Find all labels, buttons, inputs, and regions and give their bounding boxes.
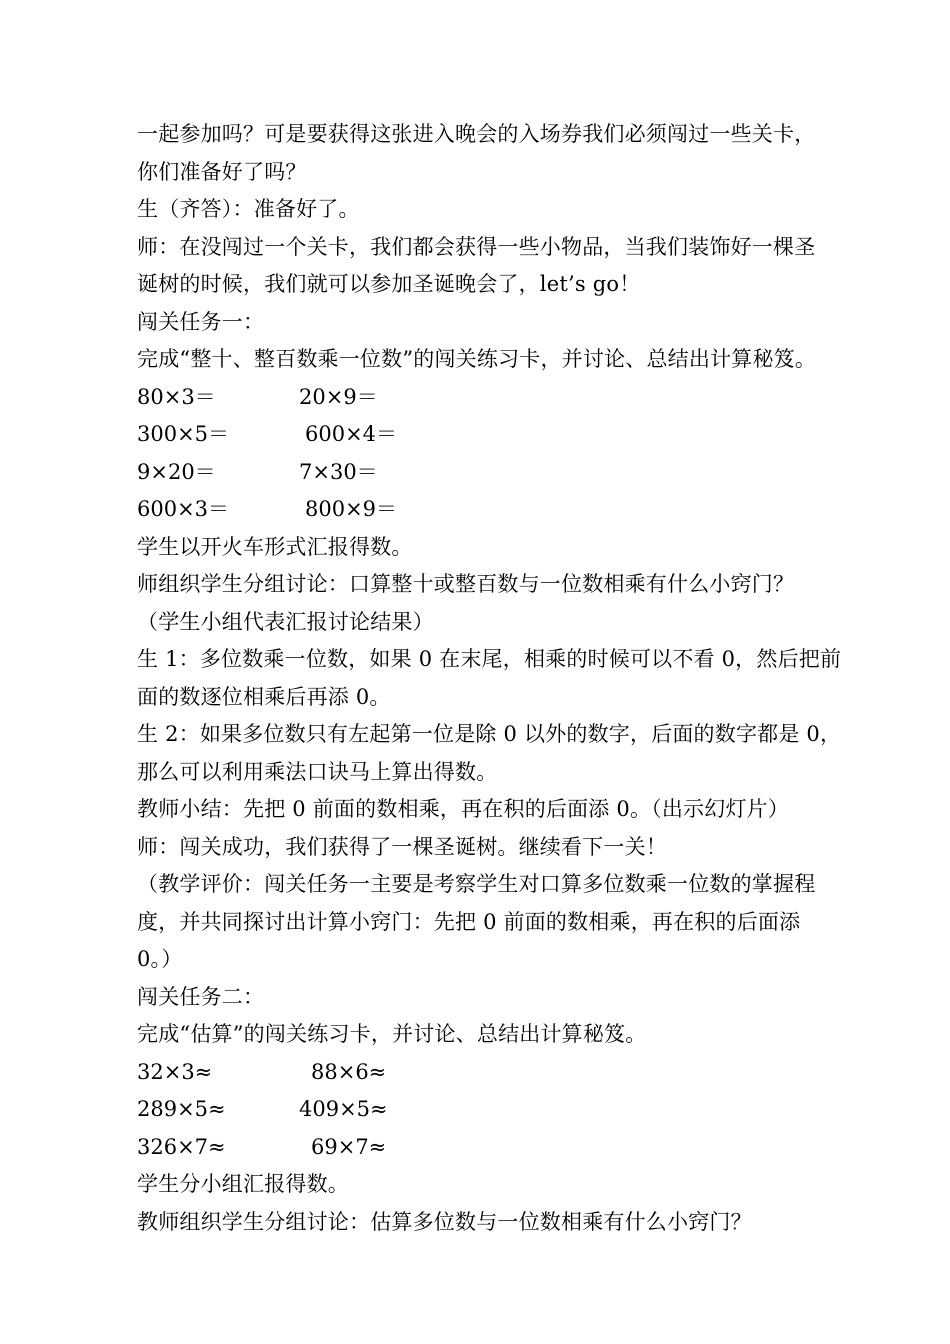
equation-row [137,491,843,529]
paragraph-line: 你们准备好了吗？ [137,159,307,184]
equation: 600×4＝ [305,422,398,446]
equation-row [137,1054,843,1092]
paragraph-line: 面的数逐位相乘后再添 0。 [137,684,391,709]
paragraph-line: 生 1：多位数乘一位数，如果 0 在末尾，相乘的时候可以不看 0，然后把前 [137,647,842,671]
paragraph-line: 师：在没闯过一个关卡，我们都会获得一些小物品，当我们装饰好一棵圣 [137,234,816,259]
paragraph-line: 0。） [137,947,183,971]
paragraph-line: （教学评价：闯关任务一主要是考察学生对口算多位数乘一位数的掌握程 [137,872,816,896]
paragraph-line: 教师小结：先把 0 前面的数相乘，再在积的后面添 0。（出示幻灯片） [137,797,790,821]
document-body [137,116,843,1241]
equation: 20×9＝ [299,384,378,409]
paragraph-line: 诞树的时候，我们就可以参加圣诞晚会了，let’s go！ [137,272,641,296]
paragraph-line: 完成“估算”的闯关练习卡，并讨论、总结出计算秘笈。 [137,1022,647,1046]
paragraph-line: 完成“整十、整百数乘一位数”的闯关练习卡，并讨论、总结出计算秘笈。 [137,347,817,371]
paragraph-line: 师组织学生分组讨论：口算整十或整百数与一位数相乘有什么小窍门？ [137,572,795,596]
paragraph-line: 生（齐答）：准备好了。 [137,197,360,221]
paragraph-line: 生 2：如果多位数只有左起第一位是除 0 以外的数字，后面的数字都是 0， [137,722,842,746]
equation-row [137,379,843,417]
equation: 9×20＝ [137,459,216,484]
section-heading: 闯关任务二： [137,984,265,1009]
equation: 326×7≈ [137,1134,226,1159]
equation: 7×30＝ [299,459,378,484]
equation: 88×6≈ [311,1059,387,1084]
equation-row [137,1129,843,1167]
paragraph-line: 教师组织学生分组讨论：估算多位数与一位数相乘有什么小窍门？ [137,1209,752,1234]
paragraph-line: 学生以开火车形式汇报得数。 [137,534,413,559]
section-heading: 闯关任务一： [137,309,265,334]
equation: 600×3＝ [137,497,230,521]
equation-row [137,1091,843,1129]
paragraph-line: 那么可以利用乘法口诀马上算出得数。 [137,759,498,784]
paragraph-line: 学生分小组汇报得数。 [137,1172,349,1196]
equation: 800×9＝ [305,497,398,521]
equation-row [137,416,843,454]
paragraph-line: （学生小组代表汇报讨论结果） [137,609,434,634]
equation: 289×5≈ [137,1097,226,1121]
equation: 69×7≈ [311,1134,387,1159]
paragraph-line: 度，并共同探讨出计算小窍门：先把 0 前面的数相乘，再在积的后面添 [137,909,801,934]
equation: 300×5＝ [137,422,230,446]
equation: 409×5≈ [299,1097,388,1121]
equation-row [137,454,843,492]
paragraph-line: 师：闯关成功，我们获得了一棵圣诞树。继续看下一关！ [137,834,667,859]
equation: 80×3＝ [137,384,216,409]
equation: 32×3≈ [137,1059,213,1084]
paragraph-line: 一起参加吗？可是要获得这张进入晚会的入场券我们必须闯过一些关卡， [137,122,816,146]
